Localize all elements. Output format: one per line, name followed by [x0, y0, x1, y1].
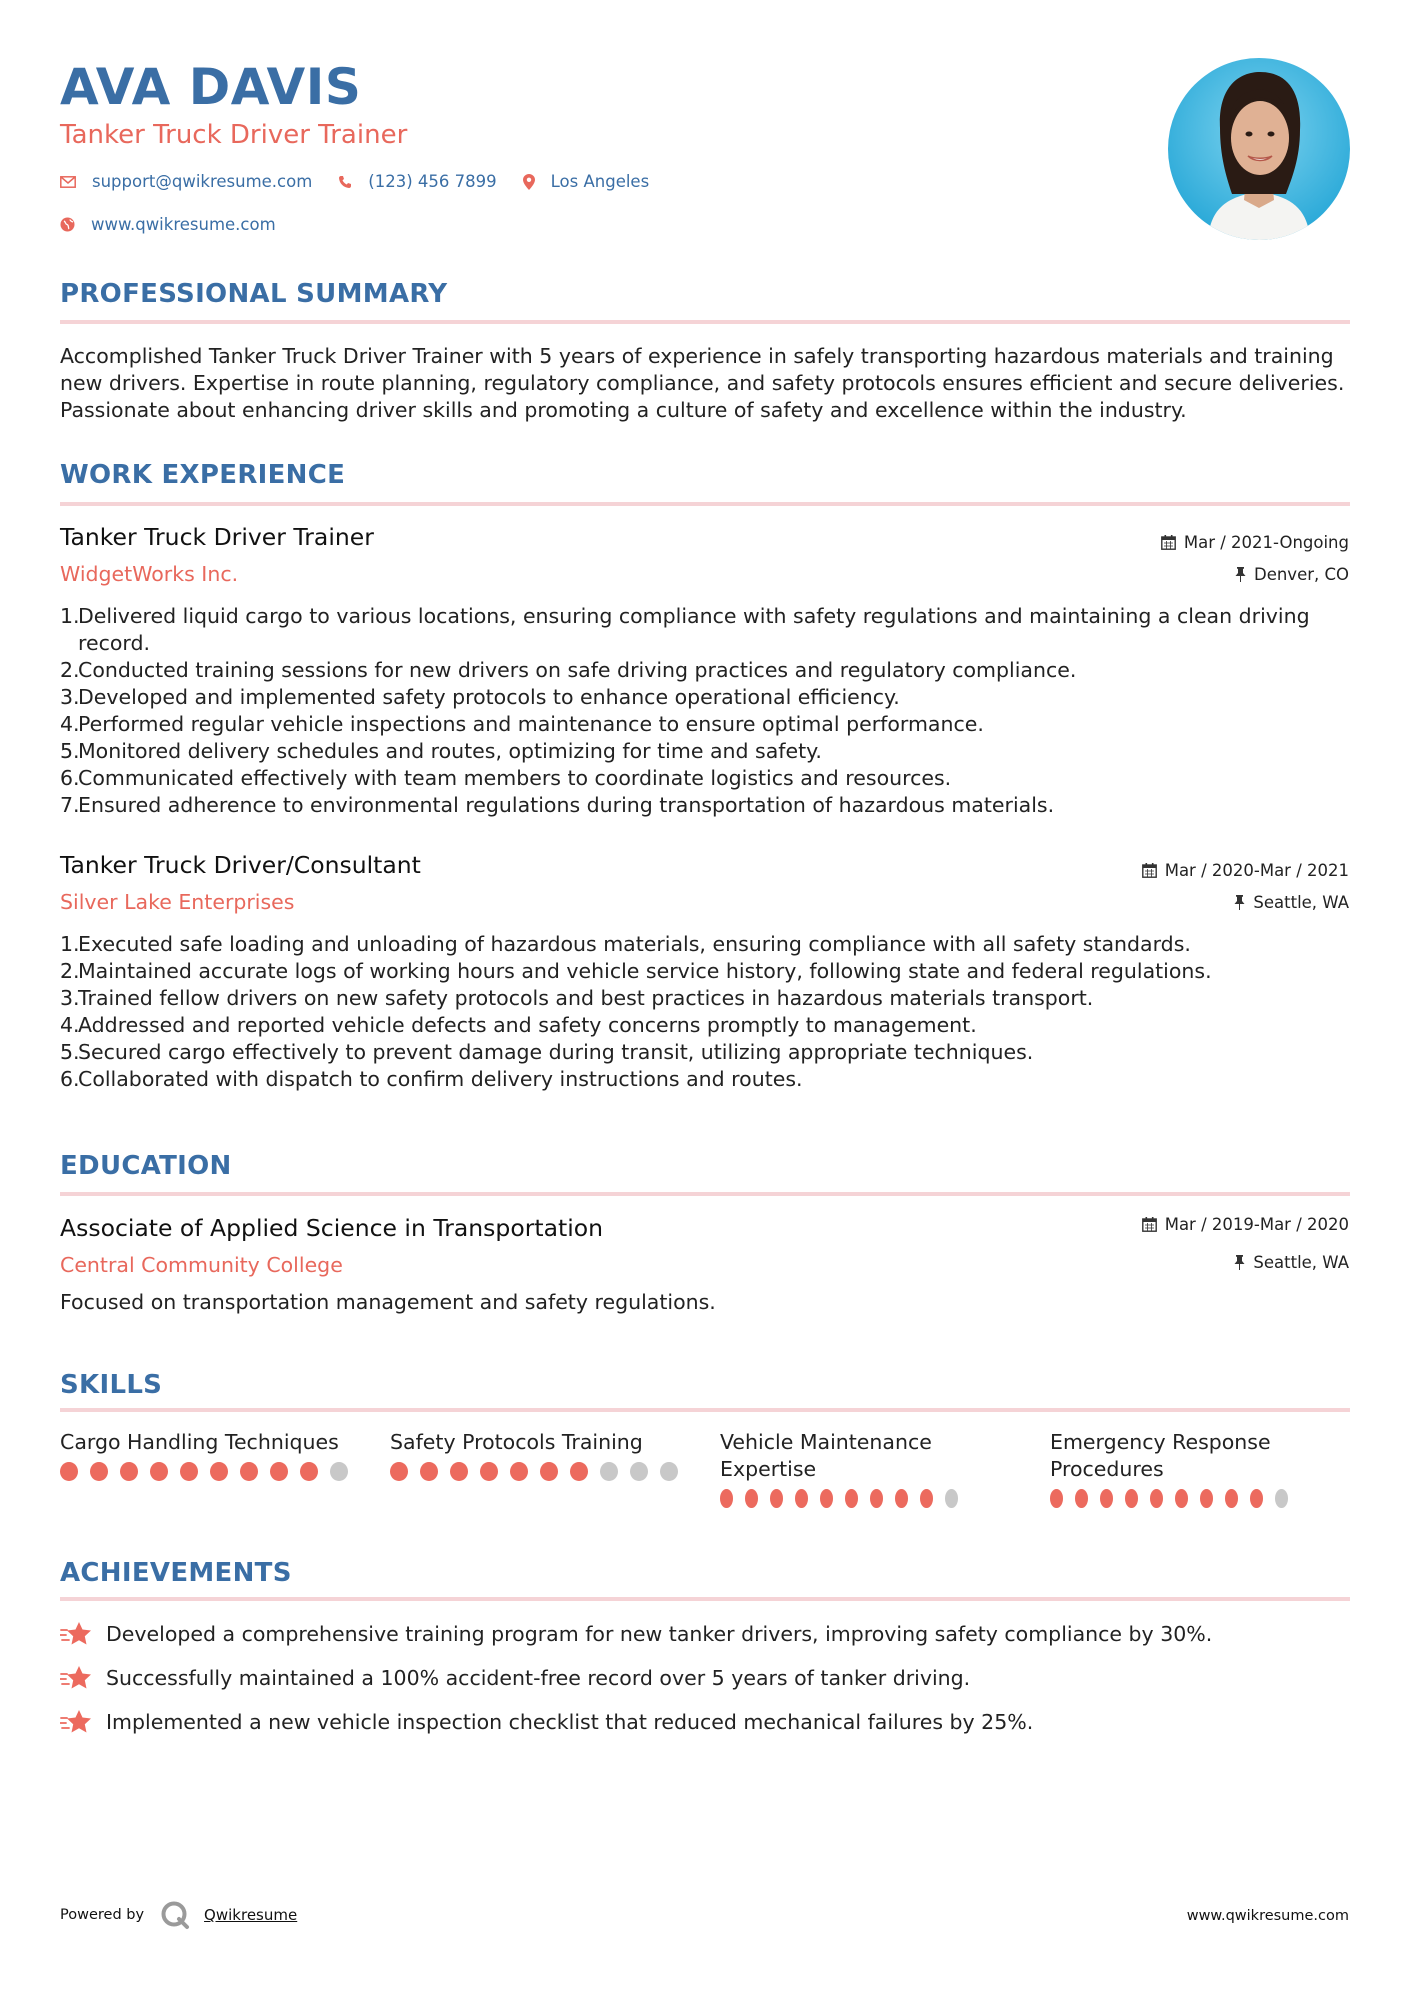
list-item: 2. Maintained accurate logs of working hours and vehicle service history, following state and federal regulations. — [60, 959, 1212, 983]
star-icon — [60, 1665, 92, 1691]
profile-photo — [1168, 58, 1350, 240]
dates-text: Mar / 2019-Mar / 2020 — [1164, 1215, 1349, 1234]
list-item: 4. Performed regular vehicle inspections and maintenance to ensure optimal performance. — [60, 712, 984, 736]
rating-dot-filled — [1175, 1489, 1188, 1508]
rating-dot-empty — [945, 1489, 958, 1508]
section-divider — [60, 1192, 1350, 1196]
calendar-icon — [1142, 863, 1157, 878]
rating-dot-filled — [1225, 1489, 1238, 1508]
list-item: 7. Ensured adherence to environmental regulations during transportation of hazardous materials. — [60, 793, 1055, 817]
achievement-text: Successfully maintained a 100% accident-free record over 5 years of tanker driving. — [106, 1666, 971, 1690]
list-item: 3. Developed and implemented safety protocols to enhance operational efficiency. — [60, 685, 900, 709]
skill-name: Emergency Response Procedures — [1050, 1430, 1271, 1481]
rating-dot-filled — [240, 1462, 258, 1481]
rating-dot-empty — [600, 1462, 618, 1481]
pushpin-icon — [1234, 895, 1245, 910]
list-item: 6. Communicated effectively with team members to coordinate logistics and resources. — [60, 766, 952, 790]
rating-dot-empty — [660, 1462, 678, 1481]
contact-row — [60, 172, 675, 191]
job-dates — [1142, 861, 1349, 880]
job-location — [1235, 565, 1349, 584]
location-text: Denver, CO — [1253, 565, 1349, 584]
contact-location — [523, 172, 650, 191]
list-item: 6. Collaborated with dispatch to confirm delivery instructions and routes. — [60, 1067, 803, 1091]
list-item: 2. Conducted training sessions for new drivers on safe driving practices and regulatory compliance. — [60, 658, 1077, 682]
list-item: 1. Delivered liquid cargo to various locations, ensuring compliance with safety regulations and maintaining a clean driving record. — [60, 604, 1310, 655]
summary-text: Accomplished Tanker Truck Driver Trainer with 5 years of experience in safely transporting hazardous materials and training new drivers. Expertise in route planning, regulatory compliance, and safety protocols ensures efficient and secure deliveries. Passionate about enhancing driver skills and promoting a culture of safety and excellence within the industry. — [60, 344, 1345, 422]
calendar-icon — [1142, 1217, 1157, 1232]
rating-dot-filled — [1250, 1489, 1263, 1508]
rating-dot-empty — [1275, 1489, 1288, 1508]
list-item: 5. Secured cargo effectively to prevent damage during transit, utilizing appropriate techniques. — [60, 1040, 1034, 1064]
company-name: Silver Lake Enterprises — [60, 890, 295, 914]
rating-dot-filled — [870, 1489, 883, 1508]
brand-link[interactable]: Qwikresume — [204, 1906, 298, 1924]
skill-rating — [1050, 1489, 1300, 1508]
globe-icon — [60, 217, 75, 232]
rating-dot-filled — [390, 1462, 408, 1481]
job-location — [1234, 893, 1349, 912]
rating-dot-filled — [210, 1462, 228, 1481]
education-dates — [1142, 1215, 1349, 1234]
rating-dot-filled — [120, 1462, 138, 1481]
job-title: Tanker Truck Driver Trainer — [60, 523, 374, 551]
summary-heading: PROFESSIONAL SUMMARY — [60, 279, 448, 309]
calendar-icon — [1161, 535, 1176, 550]
list-item: 3. Trained fellow drivers on new safety protocols and best practices in hazardous materials transport. — [60, 986, 1094, 1010]
dates-text: Mar / 2021-Ongoing — [1183, 533, 1349, 552]
section-divider — [60, 1597, 1350, 1601]
powered-by-label: Powered by — [60, 1907, 145, 1923]
degree-title: Associate of Applied Science in Transportation — [60, 1214, 604, 1242]
list-item: 5. Monitored delivery schedules and routes, optimizing for time and safety. — [60, 739, 822, 763]
rating-dot-filled — [795, 1489, 808, 1508]
rating-dot-filled — [540, 1462, 558, 1481]
rating-dot-filled — [770, 1489, 783, 1508]
location-text: Seattle, WA — [1253, 1253, 1349, 1272]
contact-phone[interactable] — [338, 172, 496, 191]
star-icon — [60, 1621, 92, 1647]
rating-dot-filled — [720, 1489, 733, 1508]
contact-website[interactable] — [60, 215, 276, 234]
skills-heading: SKILLS — [60, 1370, 163, 1400]
section-divider — [60, 1408, 1350, 1412]
rating-dot-filled — [150, 1462, 168, 1481]
list-item: 4. Addressed and reported vehicle defects and safety concerns promptly to management. — [60, 1013, 977, 1037]
rating-dot-filled — [60, 1462, 78, 1481]
section-divider — [60, 320, 1350, 324]
contact-email[interactable] — [60, 172, 312, 191]
footer-website[interactable]: www.qwikresume.com — [1186, 1908, 1349, 1924]
rating-dot-empty — [330, 1462, 348, 1481]
footer-powered-by — [60, 1900, 297, 1930]
map-pin-icon — [523, 174, 535, 190]
skill-rating — [390, 1462, 690, 1481]
achievement-item — [60, 1709, 1033, 1735]
rating-dot-filled — [450, 1462, 468, 1481]
rating-dot-filled — [1075, 1489, 1088, 1508]
rating-dot-filled — [745, 1489, 758, 1508]
achievements-heading: ACHIEVEMENTS — [60, 1558, 292, 1588]
rating-dot-filled — [1150, 1489, 1163, 1508]
rating-dot-filled — [1200, 1489, 1213, 1508]
rating-dot-filled — [1100, 1489, 1113, 1508]
rating-dot-filled — [270, 1462, 288, 1481]
rating-dot-empty — [630, 1462, 648, 1481]
pushpin-icon — [1235, 567, 1246, 582]
education-location — [1234, 1253, 1349, 1272]
location-text: Seattle, WA — [1253, 893, 1349, 912]
star-icon — [60, 1709, 92, 1735]
school-name: Central Community College — [60, 1253, 343, 1277]
rating-dot-filled — [570, 1462, 588, 1481]
skill-item — [60, 1429, 360, 1481]
skill-item — [720, 1429, 970, 1508]
rating-dot-filled — [920, 1489, 933, 1508]
rating-dot-filled — [1050, 1489, 1063, 1508]
achievement-item — [60, 1621, 1212, 1647]
rating-dot-filled — [420, 1462, 438, 1481]
skill-name: Safety Protocols Training — [390, 1430, 643, 1454]
skill-name: Cargo Handling Techniques — [60, 1430, 339, 1454]
job-bullets — [60, 931, 1360, 1093]
education-description: Focused on transportation management and safety regulations. — [60, 1290, 716, 1314]
rating-dot-filled — [820, 1489, 833, 1508]
skill-rating — [720, 1489, 970, 1508]
achievement-text: Implemented a new vehicle inspection checklist that reduced mechanical failures by 25%. — [106, 1710, 1034, 1734]
qwikresume-logo-icon — [160, 1900, 190, 1930]
pushpin-icon — [1234, 1255, 1245, 1270]
rating-dot-filled — [895, 1489, 908, 1508]
job-bullets — [60, 603, 1360, 819]
achievement-item — [60, 1665, 970, 1691]
website-row — [60, 215, 302, 234]
email-text: support@qwikresume.com — [92, 172, 313, 191]
skill-item — [1050, 1429, 1300, 1508]
skill-rating — [60, 1462, 360, 1481]
rating-dot-filled — [480, 1462, 498, 1481]
envelope-icon — [60, 176, 76, 188]
candidate-title: Tanker Truck Driver Trainer — [60, 120, 408, 150]
education-heading: EDUCATION — [60, 1151, 232, 1181]
list-item: 1. Executed safe loading and unloading of hazardous materials, ensuring compliance with all safety standards. — [60, 932, 1191, 956]
rating-dot-filled — [300, 1462, 318, 1481]
location-text: Los Angeles — [550, 172, 650, 191]
website-text: www.qwikresume.com — [91, 215, 276, 234]
phone-text: (123) 456 7899 — [368, 172, 497, 191]
phone-icon — [338, 175, 352, 189]
achievement-text: Developed a comprehensive training program for new tanker drivers, improving safety compliance by 30%. — [106, 1622, 1213, 1646]
rating-dot-filled — [845, 1489, 858, 1508]
company-name: WidgetWorks Inc. — [60, 562, 239, 586]
skill-item — [390, 1429, 690, 1481]
experience-heading: WORK EXPERIENCE — [60, 460, 346, 490]
skill-name: Vehicle Maintenance Expertise — [720, 1430, 932, 1481]
job-dates — [1161, 533, 1349, 552]
rating-dot-filled — [180, 1462, 198, 1481]
dates-text: Mar / 2020-Mar / 2021 — [1164, 861, 1349, 880]
candidate-name: AVA DAVIS — [60, 58, 362, 116]
rating-dot-filled — [510, 1462, 528, 1481]
rating-dot-filled — [1125, 1489, 1138, 1508]
section-divider — [60, 502, 1350, 506]
rating-dot-filled — [90, 1462, 108, 1481]
job-title: Tanker Truck Driver/Consultant — [60, 851, 421, 879]
